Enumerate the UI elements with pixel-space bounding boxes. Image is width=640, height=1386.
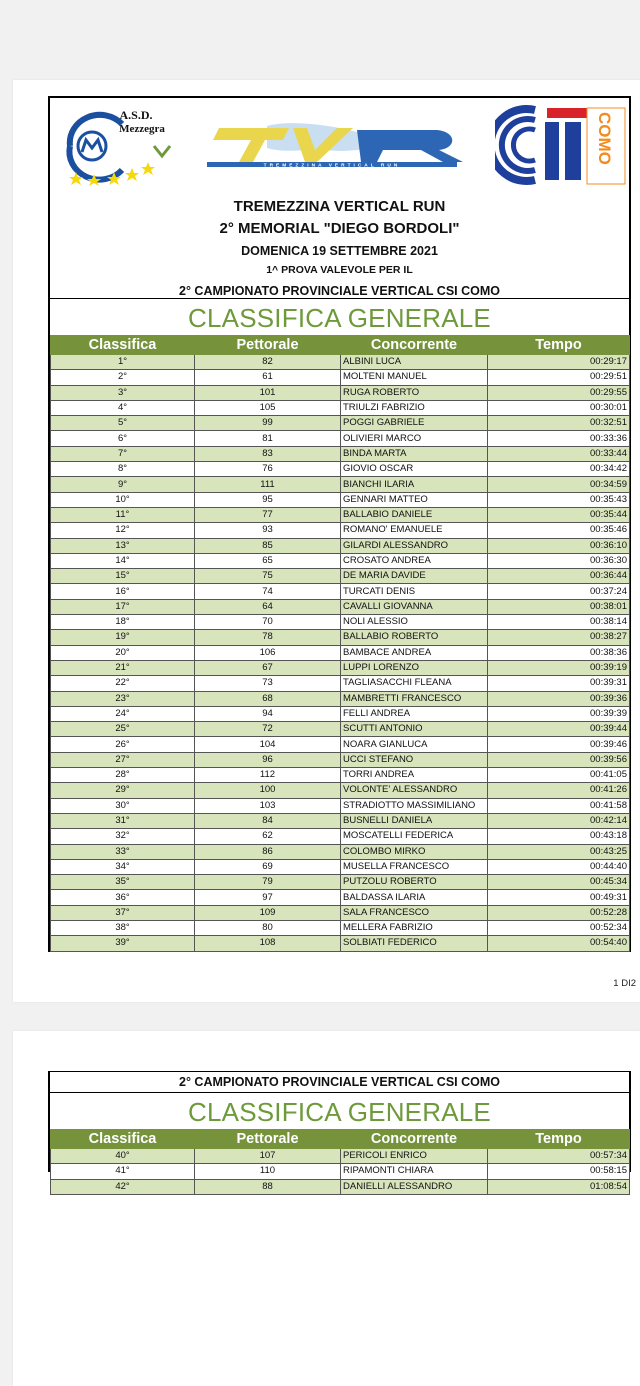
- table-row: [51, 370, 630, 385]
- row-competitor: GIOVIO OSCAR: [341, 462, 488, 477]
- row-competitor: TORRI ANDREA: [341, 768, 488, 783]
- row-bib-number: 84: [195, 813, 341, 828]
- row-position: 19°: [51, 630, 195, 645]
- results-body-2: [51, 1149, 630, 1195]
- row-time: 00:36:10: [488, 538, 630, 553]
- championship-line-2: 2° CAMPIONATO PROVINCIALE VERTICAL CSI COMO: [50, 1071, 629, 1093]
- table-row: [51, 798, 630, 813]
- row-bib-number: 79: [195, 875, 341, 890]
- table-row: [51, 355, 630, 370]
- col-tempo: Tempo: [488, 1130, 630, 1149]
- row-competitor: SOLBIATI FEDERICO: [341, 936, 488, 951]
- col-tempo: Tempo: [488, 336, 630, 355]
- row-bib-number: 69: [195, 859, 341, 874]
- row-bib-number: 61: [195, 370, 341, 385]
- table-row: [51, 890, 630, 905]
- row-competitor: OLIVIERI MARCO: [341, 431, 488, 446]
- row-bib-number: 86: [195, 844, 341, 859]
- row-competitor: SALA FRANCESCO: [341, 905, 488, 920]
- row-time: 00:29:51: [488, 370, 630, 385]
- row-time: 00:38:14: [488, 615, 630, 630]
- row-competitor: PERICOLI ENRICO: [341, 1149, 488, 1164]
- event-title: TREMEZZINA VERTICAL RUN: [233, 198, 446, 215]
- table-row: [51, 492, 630, 507]
- event-header: [50, 98, 629, 299]
- row-bib-number: 75: [195, 569, 341, 584]
- row-position: 15°: [51, 569, 195, 584]
- row-position: 36°: [51, 890, 195, 905]
- table-row: [51, 385, 630, 400]
- row-position: 25°: [51, 722, 195, 737]
- row-competitor: TAGLIASACCHI FLEANA: [341, 676, 488, 691]
- row-position: 17°: [51, 599, 195, 614]
- row-bib-number: 110: [195, 1164, 341, 1179]
- row-position: 18°: [51, 615, 195, 630]
- table-row: [51, 615, 630, 630]
- tvr-logo-text: TREMEZZINA VERTICAL RUN: [263, 163, 401, 168]
- row-position: 10°: [51, 492, 195, 507]
- row-competitor: GILARDI ALESSANDRO: [341, 538, 488, 553]
- row-competitor: BIANCHI ILARIA: [341, 477, 488, 492]
- table-row: [51, 936, 630, 951]
- row-bib-number: 99: [195, 416, 341, 431]
- row-position: 11°: [51, 507, 195, 522]
- row-position: 26°: [51, 737, 195, 752]
- table-row: [51, 691, 630, 706]
- row-time: 00:35:46: [488, 523, 630, 538]
- col-concorrente: Concorrente: [341, 336, 488, 355]
- row-competitor: BUSNELLI DANIELA: [341, 813, 488, 828]
- table-row: [51, 905, 630, 920]
- row-time: 00:32:51: [488, 416, 630, 431]
- row-bib-number: 104: [195, 737, 341, 752]
- row-bib-number: 105: [195, 400, 341, 415]
- row-position: 28°: [51, 768, 195, 783]
- row-bib-number: 100: [195, 783, 341, 798]
- row-bib-number: 82: [195, 355, 341, 370]
- table-row: [51, 569, 630, 584]
- row-time: 00:49:31: [488, 890, 630, 905]
- row-competitor: TURCATI DENIS: [341, 584, 488, 599]
- row-competitor: NOARA GIANLUCA: [341, 737, 488, 752]
- row-position: 35°: [51, 875, 195, 890]
- table-row: [51, 706, 630, 721]
- row-time: 00:36:30: [488, 553, 630, 568]
- row-competitor: MELLERA FABRIZIO: [341, 920, 488, 935]
- row-competitor: NOLI ALESSIO: [341, 615, 488, 630]
- row-position: 6°: [51, 431, 195, 446]
- table-row: [51, 446, 630, 461]
- row-competitor: TRIULZI FABRIZIO: [341, 400, 488, 415]
- row-bib-number: 108: [195, 936, 341, 951]
- row-position: 38°: [51, 920, 195, 935]
- row-time: 00:37:24: [488, 584, 630, 599]
- row-bib-number: 88: [195, 1179, 341, 1194]
- table-header-row: [51, 336, 630, 355]
- table-row: [51, 507, 630, 522]
- table-row: [51, 676, 630, 691]
- col-classifica: Classifica: [51, 336, 195, 355]
- table-row: [51, 768, 630, 783]
- results-table: [50, 335, 630, 952]
- row-bib-number: 112: [195, 768, 341, 783]
- row-bib-number: 93: [195, 523, 341, 538]
- row-competitor: MAMBRETTI FRANCESCO: [341, 691, 488, 706]
- table-row: [51, 523, 630, 538]
- row-position: 9°: [51, 477, 195, 492]
- row-time: 00:41:58: [488, 798, 630, 813]
- csi-como-text: COMO: [595, 112, 614, 165]
- row-competitor: ALBINI LUCA: [341, 355, 488, 370]
- row-competitor: POGGI GABRIELE: [341, 416, 488, 431]
- row-time: 00:33:36: [488, 431, 630, 446]
- row-position: 4°: [51, 400, 195, 415]
- table-row: [51, 783, 630, 798]
- row-competitor: RIPAMONTI CHIARA: [341, 1164, 488, 1179]
- row-bib-number: 74: [195, 584, 341, 599]
- document-page-1: [13, 80, 640, 1002]
- row-time: 00:38:01: [488, 599, 630, 614]
- row-position: 3°: [51, 385, 195, 400]
- row-position: 37°: [51, 905, 195, 920]
- row-competitor: RUGA ROBERTO: [341, 385, 488, 400]
- table-row: [51, 584, 630, 599]
- table-row: [51, 660, 630, 675]
- col-concorrente: Concorrente: [341, 1130, 488, 1149]
- table-row: [51, 1149, 630, 1164]
- row-position: 5°: [51, 416, 195, 431]
- row-time: 00:44:40: [488, 859, 630, 874]
- row-time: 00:39:19: [488, 660, 630, 675]
- results-table-2: [50, 1129, 630, 1195]
- row-time: 00:42:14: [488, 813, 630, 828]
- page-number: 1 DI2: [613, 978, 636, 989]
- row-bib-number: 70: [195, 615, 341, 630]
- row-time: 00:39:56: [488, 752, 630, 767]
- row-bib-number: 80: [195, 920, 341, 935]
- row-competitor: BALLABIO DANIELE: [341, 507, 488, 522]
- asd-mezzegra-logo: [62, 102, 177, 186]
- row-competitor: PUTZOLU ROBERTO: [341, 875, 488, 890]
- row-position: 34°: [51, 859, 195, 874]
- row-position: 7°: [51, 446, 195, 461]
- row-time: 00:39:46: [488, 737, 630, 752]
- row-bib-number: 81: [195, 431, 341, 446]
- table-row: [51, 400, 630, 415]
- table-row: [51, 431, 630, 446]
- memorial-title: 2° MEMORIAL "DIEGO BORDOLI": [219, 220, 460, 237]
- row-bib-number: 101: [195, 385, 341, 400]
- row-competitor: BALLABIO ROBERTO: [341, 630, 488, 645]
- mezzegra-text: Mezzegra: [119, 123, 165, 135]
- table-row: [51, 1179, 630, 1194]
- tremezzina-vertical-run-logo: [207, 118, 467, 168]
- row-position: 24°: [51, 706, 195, 721]
- row-time: 00:35:43: [488, 492, 630, 507]
- row-competitor: MOLTENI MANUEL: [341, 370, 488, 385]
- row-position: 1°: [51, 355, 195, 370]
- row-bib-number: 109: [195, 905, 341, 920]
- table-row: [51, 875, 630, 890]
- row-position: 30°: [51, 798, 195, 813]
- row-time: 00:52:28: [488, 905, 630, 920]
- row-time: 00:34:59: [488, 477, 630, 492]
- row-bib-number: 103: [195, 798, 341, 813]
- row-competitor: STRADIOTTO MASSIMILIANO: [341, 798, 488, 813]
- row-competitor: GENNARI MATTEO: [341, 492, 488, 507]
- table-row: [51, 722, 630, 737]
- row-bib-number: 94: [195, 706, 341, 721]
- row-bib-number: 76: [195, 462, 341, 477]
- table-row: [51, 844, 630, 859]
- row-time: 00:36:44: [488, 569, 630, 584]
- row-competitor: SCUTTI ANTONIO: [341, 722, 488, 737]
- row-position: 32°: [51, 829, 195, 844]
- row-position: 29°: [51, 783, 195, 798]
- table-row: [51, 538, 630, 553]
- row-time: 00:29:17: [488, 355, 630, 370]
- row-bib-number: 78: [195, 630, 341, 645]
- row-time: 00:41:05: [488, 768, 630, 783]
- row-position: 21°: [51, 660, 195, 675]
- row-bib-number: 95: [195, 492, 341, 507]
- row-competitor: MUSELLA FRANCESCO: [341, 859, 488, 874]
- table-row: [51, 599, 630, 614]
- row-competitor: CROSATO ANDREA: [341, 553, 488, 568]
- row-position: 8°: [51, 462, 195, 477]
- row-bib-number: 97: [195, 890, 341, 905]
- table-row: [51, 630, 630, 645]
- row-position: 13°: [51, 538, 195, 553]
- row-bib-number: 83: [195, 446, 341, 461]
- row-time: 00:41:26: [488, 783, 630, 798]
- table-row: [51, 859, 630, 874]
- row-competitor: MOSCATELLI FEDERICA: [341, 829, 488, 844]
- table-row: [51, 553, 630, 568]
- row-position: 33°: [51, 844, 195, 859]
- row-time: 00:30:01: [488, 400, 630, 415]
- row-bib-number: 85: [195, 538, 341, 553]
- row-bib-number: 65: [195, 553, 341, 568]
- row-time: 00:33:44: [488, 446, 630, 461]
- row-time: 00:38:36: [488, 645, 630, 660]
- row-bib-number: 96: [195, 752, 341, 767]
- row-position: 40°: [51, 1149, 195, 1164]
- row-time: 00:57:34: [488, 1149, 630, 1164]
- row-time: 00:29:55: [488, 385, 630, 400]
- row-position: 27°: [51, 752, 195, 767]
- classification-title: CLASSIFICA GENERALE: [188, 303, 491, 333]
- col-pettorale: Pettorale: [195, 1130, 341, 1149]
- row-time: 00:34:42: [488, 462, 630, 477]
- table-row: [51, 462, 630, 477]
- row-time: 00:39:31: [488, 676, 630, 691]
- row-time: 00:39:36: [488, 691, 630, 706]
- row-time: 00:45:34: [488, 875, 630, 890]
- row-bib-number: 107: [195, 1149, 341, 1164]
- row-time: 00:38:27: [488, 630, 630, 645]
- row-time: 00:39:44: [488, 722, 630, 737]
- row-competitor: CAVALLI GIOVANNA: [341, 599, 488, 614]
- table-row: [51, 477, 630, 492]
- col-classifica: Classifica: [51, 1130, 195, 1149]
- row-position: 23°: [51, 691, 195, 706]
- document-page-2: [13, 1031, 640, 1386]
- table-row: [51, 416, 630, 431]
- table-row: [51, 829, 630, 844]
- row-position: 39°: [51, 936, 195, 951]
- row-bib-number: 68: [195, 691, 341, 706]
- row-time: 00:58:15: [488, 1164, 630, 1179]
- row-competitor: UCCI STEFANO: [341, 752, 488, 767]
- row-bib-number: 64: [195, 599, 341, 614]
- results-body: [51, 355, 630, 952]
- row-position: 20°: [51, 645, 195, 660]
- event-date: DOMENICA 19 SETTEMBRE 2021: [241, 244, 438, 258]
- table-row: [51, 752, 630, 767]
- row-position: 2°: [51, 370, 195, 385]
- asd-text: A.S.D.: [119, 108, 153, 122]
- row-position: 41°: [51, 1164, 195, 1179]
- row-competitor: DE MARIA DAVIDE: [341, 569, 488, 584]
- csi-como-logo: [495, 104, 630, 186]
- row-position: 22°: [51, 676, 195, 691]
- row-position: 12°: [51, 523, 195, 538]
- table-row: [51, 813, 630, 828]
- row-competitor: FELLI ANDREA: [341, 706, 488, 721]
- classification-title-2: CLASSIFICA GENERALE: [188, 1097, 491, 1127]
- row-bib-number: 62: [195, 829, 341, 844]
- row-time: 00:52:34: [488, 920, 630, 935]
- row-time: 00:43:18: [488, 829, 630, 844]
- row-bib-number: 106: [195, 645, 341, 660]
- table-row: [51, 737, 630, 752]
- prova-line: 1^ PROVA VALEVOLE PER IL: [266, 264, 413, 276]
- row-bib-number: 77: [195, 507, 341, 522]
- table-row: [51, 920, 630, 935]
- row-bib-number: 67: [195, 660, 341, 675]
- row-time: 00:39:39: [488, 706, 630, 721]
- row-competitor: DANIELLI ALESSANDRO: [341, 1179, 488, 1194]
- row-competitor: BALDASSA ILARIA: [341, 890, 488, 905]
- row-position: 14°: [51, 553, 195, 568]
- championship-line: 2° CAMPIONATO PROVINCIALE VERTICAL CSI COMO: [179, 284, 500, 298]
- row-bib-number: 73: [195, 676, 341, 691]
- table-row: [51, 1164, 630, 1179]
- results-frame-2: [48, 1071, 631, 1192]
- row-position: 16°: [51, 584, 195, 599]
- row-competitor: COLOMBO MIRKO: [341, 844, 488, 859]
- row-position: 31°: [51, 813, 195, 828]
- row-time: 00:35:44: [488, 507, 630, 522]
- row-competitor: BINDA MARTA: [341, 446, 488, 461]
- row-competitor: LUPPI LORENZO: [341, 660, 488, 675]
- row-time: 01:08:54: [488, 1179, 630, 1194]
- results-frame: [48, 96, 631, 952]
- row-time: 00:54:40: [488, 936, 630, 951]
- row-time: 00:43:25: [488, 844, 630, 859]
- row-competitor: BAMBACE ANDREA: [341, 645, 488, 660]
- row-bib-number: 111: [195, 477, 341, 492]
- table-row: [51, 645, 630, 660]
- row-competitor: ROMANO' EMANUELE: [341, 523, 488, 538]
- row-competitor: VOLONTE' ALESSANDRO: [341, 783, 488, 798]
- row-position: 42°: [51, 1179, 195, 1194]
- table-header-row: [51, 1130, 630, 1149]
- col-pettorale: Pettorale: [195, 336, 341, 355]
- row-bib-number: 72: [195, 722, 341, 737]
